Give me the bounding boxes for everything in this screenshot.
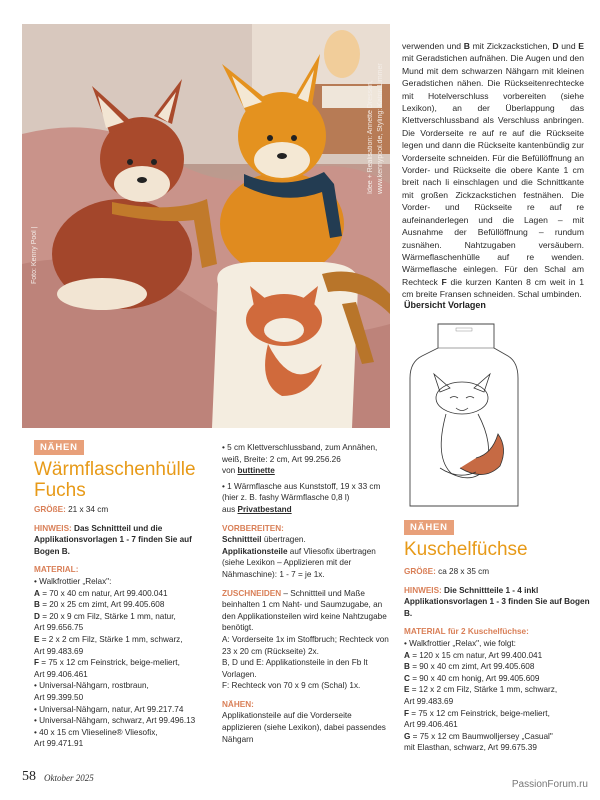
- fox-photo-illustration: [22, 24, 390, 428]
- material-item-7: F = 75 x 12 cm Feinstrick, beige-meliert,: [34, 658, 180, 668]
- material-item-0: • Walkfrottier „Relax":: [34, 576, 112, 586]
- size2-value: ca 28 x 35 cm: [438, 567, 490, 576]
- materials2-list: [404, 638, 592, 754]
- prep-bold-2: Applikationsteile: [222, 546, 288, 556]
- hint-label: HINWEIS:: [34, 523, 72, 533]
- cut-a: A: Vorderseite 1x im Stoffbruch; Rechteck von 23 x 20 cm (Rückseite) 2x.: [222, 634, 389, 656]
- photo-credit-3: www.kennypool.de, Styling: Katrin Limmer: [377, 63, 384, 194]
- hero-photo: [22, 24, 390, 428]
- material-item-10: Art 99.399.50: [34, 692, 84, 702]
- template-outline-drawing: [404, 318, 524, 510]
- section1-column1: [34, 504, 216, 750]
- material-item-13: • 40 x 15 cm Vlieseline® Vliesofix,: [34, 727, 158, 737]
- material-item-8: Art 99.406.461: [34, 669, 88, 679]
- material2-item-3: C = 90 x 40 cm honig, Art 99.405.609: [404, 673, 540, 683]
- section2-title: Kuschelfüchse: [404, 539, 528, 560]
- section1-title-line1: Wärmflaschenhülle: [34, 459, 196, 480]
- material2-item-1: A = 120 x 15 cm natur, Art 99.400.041: [404, 650, 543, 660]
- material-item-5: E = 2 x 2 cm Filz, Stärke 1 mm, schwarz,: [34, 634, 183, 644]
- material-item-3: D = 20 x 9 cm Filz, Stärke 1 mm, natur,: [34, 611, 176, 621]
- issue-month: Oktober 2025: [44, 773, 94, 783]
- materials-list: [34, 576, 216, 750]
- material-label: MATERIAL:: [34, 565, 79, 575]
- material-hotwaterbottle: • 1 Wärmflasche aus Kunststoff, 19 x 33 cm (hier z. B. fashy Wärmflasche 0,8 l): [222, 481, 381, 503]
- material2-item-2: B = 90 x 40 cm zimt, Art 99.405.608: [404, 662, 535, 672]
- material-velcro: • 5 cm Klettverschlussband, zum Annähen, weiß, Breite: 2 cm, Art 99.256.26: [222, 443, 378, 464]
- sew-label: NÄHEN:: [222, 699, 254, 709]
- prep-text-1: übertragen.: [263, 535, 306, 545]
- size2-label: GRÖßE:: [404, 567, 436, 576]
- photo-credit-2: Idee + Realisation: Annette Dressen,: [367, 80, 374, 194]
- material-item-12: • Universal-Nähgarn, schwarz, Art 99.496.13: [34, 716, 196, 726]
- overview-heading: Übersicht Vorlagen: [404, 300, 486, 310]
- template-overview: [404, 318, 524, 510]
- buttinette-link[interactable]: buttinette: [237, 466, 275, 476]
- photo-credit-1: Foto: Kenny Pool |: [31, 226, 38, 284]
- cut-label: ZUSCHNEIDEN: [222, 588, 282, 598]
- material2-item-8: G = 75 x 12 cm Baumwolljersey „Casual": [404, 731, 553, 741]
- material2-item-6: F = 75 x 12 cm Feinstrick, beige-meliert,: [404, 708, 550, 718]
- section2-column: [404, 566, 592, 754]
- privatbestand-link[interactable]: Privatbestand: [237, 504, 292, 514]
- material-item-2: B = 20 x 25 cm zimt, Art 99.405.608: [34, 600, 165, 610]
- material2-label: MATERIAL für 2 Kuschelfüchse:: [404, 627, 529, 637]
- size-label: GRÖßE:: [34, 505, 66, 514]
- hint-text: Das Schnittteil und die Applikationsvorlagen 1 - 7 finden Sie auf Bogen B.: [34, 523, 192, 556]
- velcro-from: von: [222, 466, 236, 476]
- material-item-11: • Universal-Nähgarn, natur, Art 99.217.74: [34, 704, 184, 714]
- prep-label: VORBEREITEN:: [222, 523, 284, 533]
- cut-text: – Schnittteil und Maße beinhalten 1 cm Naht- und Saumzugabe, an den Applikationsteilen wird keine Nahtzugabe benötigt.: [222, 588, 387, 633]
- section1-tag: NÄHEN: [34, 440, 84, 455]
- page-number: 58: [22, 769, 36, 784]
- size-value: 21 x 34 cm: [68, 505, 109, 514]
- material2-item-4: E = 12 x 2 cm Filz, Stärke 1 mm, schwarz,: [404, 685, 558, 695]
- prep-bold-1: Schnittteil: [222, 535, 262, 545]
- bottle-from: aus: [222, 504, 236, 514]
- material2-item-7: Art 99.406.461: [404, 720, 458, 730]
- material-item-14: Art 99.471.91: [34, 739, 84, 749]
- material-item-1: A = 70 x 40 cm natur, Art 99.400.041: [34, 588, 168, 598]
- material2-item-9: mit Elasthan, schwarz, Art 99.675.39: [404, 743, 537, 753]
- material2-item-0: • Walkfrottier „Relax", wie folgt:: [404, 638, 516, 648]
- section2-tag: NÄHEN: [404, 520, 454, 535]
- prep-text-2: auf Vliesofix übertragen (siehe Lexikon – Applizieren mit der Nähmaschine): 1 - 7 = je 1x.: [222, 546, 376, 579]
- material-item-4: Art 99.656.75: [34, 623, 84, 633]
- hint2-text: Die Schnittteile 1 - 4 inkl Applikationsvorlagen 1 - 3 finden Sie auf Bogen B.: [404, 585, 590, 618]
- cut-f: F: Rechteck von 70 x 9 cm (Schal) 1x.: [222, 681, 361, 691]
- section1-column2: [222, 442, 392, 745]
- sew-text: Applikationsteile auf die Vorderseite applizieren (siehe Lexikon), dabei passendes Nähgarn: [222, 711, 386, 744]
- instructions-continued: verwenden und B mit Zickzackstichen, D und E mit Geradstichen aufnähen. Die Augen und den Mund mit dem schwarzen Nähgarn mit kleinen Geradstichen nähen. Die Rückseitenrechtecke mit Hotelverschluss vorbereiten (siehe Lexikon), an der Überlappung das Klettverschlussband als Verschluss anbringen. Die Vorderseite re auf re auf die Rückseite legen und dann die Rückseite kantenbündig zur Vorderseite schneiden. Für die Befüllöffnung an Vorder- und Rückseite die obere Kante 1 cm breit nach li einschlagen und die Schnittkante mit großen Zickzackstichen festnähen. Die Vorder- und Rückseite re auf re aufeinanderlegen und die Lagen – mit Ausnahme der Befüllöffnung – rundum zusnähen. Nahtzugaben versäubern. Wärmeflaschenhülle auf re wenden. Wärmeflasche einlegen. Für den Schal am Rechteck F die kurzen Kanten 8 cm weit in 1 cm breite Fransen schneiden. Schal umbinden.: [402, 41, 584, 300]
- watermark-site: PassionForum.ru: [511, 779, 588, 790]
- section1-title-line2: Fuchs: [34, 480, 86, 501]
- cut-bde: B, D und E: Applikationsteile in den Fb lt Vorlagen.: [222, 658, 368, 679]
- material2-item-5: Art 99.483.69: [404, 696, 454, 706]
- material-item-6: Art 99.483.69: [34, 646, 84, 656]
- material-item-9: • Universal-Nähgarn, rostbraun,: [34, 681, 149, 691]
- hint2-label: HINWEIS:: [404, 585, 442, 595]
